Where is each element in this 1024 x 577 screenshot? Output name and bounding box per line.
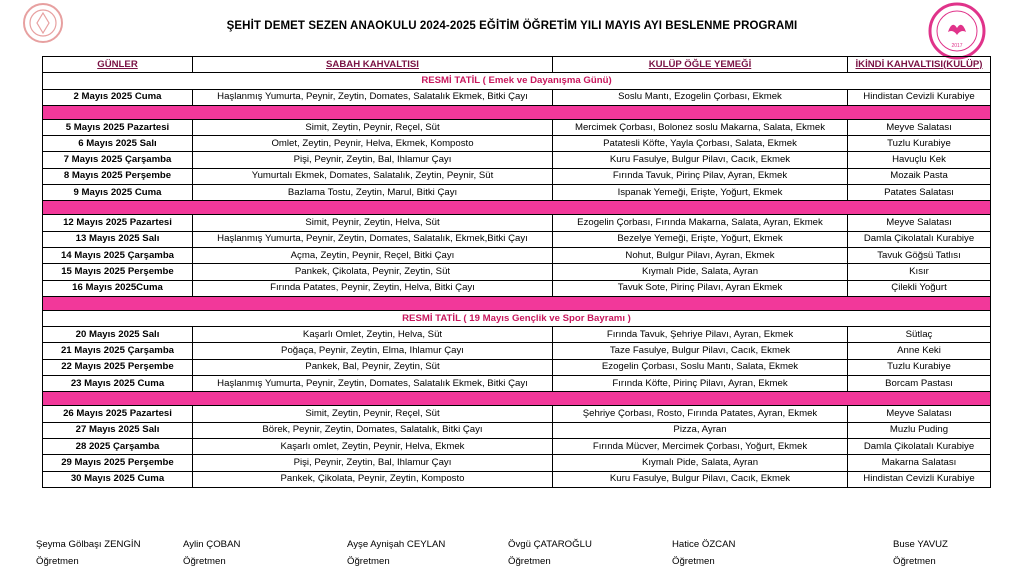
snack-cell: Çilekli Yoğurt [848,280,991,296]
signature-block [347,536,445,570]
separator-cell [43,201,991,215]
breakfast-cell: Pişi, Peynir, Zeytin, Bal, Ihlamur Çayı [193,455,553,471]
table-row [43,422,991,438]
day-cell: 13 Mayıs 2025 Salı [43,231,193,247]
week-separator [43,201,991,215]
breakfast-cell: Omlet, Zeytin, Peynir, Helva, Ekmek, Komposto [193,136,553,152]
table-row [43,359,991,375]
breakfast-cell: Poğaça, Peynir, Zeytin, Elma, Ihlamur Çayı [193,343,553,359]
day-cell: 6 Mayıs 2025 Salı [43,136,193,152]
lunch-cell: Bezelye Yemeği, Erişte, Yoğurt, Ekmek [553,231,848,247]
table-row [43,438,991,454]
table-row [43,152,991,168]
lunch-cell: Fırında Mücver, Mercimek Çorbası, Yoğurt, Ekmek [553,438,848,454]
snack-cell: Anne Keki [848,343,991,359]
table-row [43,231,991,247]
breakfast-cell: Yumurtalı Ekmek, Domates, Salatalık, Zeytin, Peynir, Süt [193,168,553,184]
day-cell: 2 Mayıs 2025 Cuma [43,89,193,105]
day-cell: 30 Mayıs 2025 Cuma [43,471,193,487]
signature-name: Buse YAVUZ [893,539,948,550]
signature-name: Ayşe Aynişah CEYLAN [347,539,446,550]
day-cell: 23 Mayıs 2025 Cuma [43,376,193,392]
breakfast-cell: Pişi, Peynir, Zeytin, Bal, Ihlamur Çayı [193,152,553,168]
breakfast-cell: Kaşarlı omlet, Zeytin, Peynir, Helva, Ekmek [193,438,553,454]
lunch-cell: Fırında Tavuk, Şehriye Pilavı, Ayran, Ekmek [553,327,848,343]
snack-cell: Havuçlu Kek [848,152,991,168]
lunch-cell: Fırında Köfte, Pirinç Pilavı, Ayran, Ekmek [553,376,848,392]
column-header: KULÜP ÖĞLE YEMEĞİ [553,57,848,73]
signature-role: Öğretmen [893,556,936,567]
week-separator [43,392,991,406]
snack-cell: Meyve Salatası [848,215,991,231]
day-cell: 22 Mayıs 2025 Perşembe [43,359,193,375]
table-row [43,89,991,105]
table-row [43,455,991,471]
day-cell: 26 Mayıs 2025 Pazartesi [43,406,193,422]
breakfast-cell: Pankek, Bal, Peynir, Zeytin, Süt [193,359,553,375]
lunch-cell: Ezogelin Çorbası, Fırında Makarna, Salata, Ayran, Ekmek [553,215,848,231]
lunch-cell: Kuru Fasulye, Bulgur Pilavı, Cacık, Ekmek [553,471,848,487]
day-cell: 5 Mayıs 2025 Pazartesi [43,119,193,135]
lunch-cell: Ispanak Yemeği, Erişte, Yoğurt, Ekmek [553,185,848,201]
day-cell: 28 2025 Çarşamba [43,438,193,454]
snack-cell: Tuzlu Kurabiye [848,136,991,152]
lunch-cell: Şehriye Çorbası, Rosto, Fırında Patates, Ayran, Ekmek [553,406,848,422]
day-cell: 29 Mayıs 2025 Perşembe [43,455,193,471]
table-row [43,136,991,152]
breakfast-cell: Haşlanmış Yumurta, Peynir, Zeytin, Domates, Salatalık Ekmek, Bitki Çayı [193,89,553,105]
table-row [43,280,991,296]
table-row [43,168,991,184]
signature-role: Öğretmen [672,556,715,567]
snack-cell: Makarna Salatası [848,455,991,471]
breakfast-cell: Fırında Patates, Peynir, Zeytin, Helva, Bitki Çayı [193,280,553,296]
breakfast-cell: Haşlanmış Yumurta, Peynir, Zeytin, Domates, Salatalık Ekmek, Bitki Çayı [193,376,553,392]
signature-name: Şeyma Gölbaşı ZENGİN [36,539,141,550]
signature-name: Aylin ÇOBAN [183,539,241,550]
week-separator [43,105,991,119]
snack-cell: Tuzlu Kurabiye [848,359,991,375]
snack-cell: Muzlu Puding [848,422,991,438]
breakfast-cell: Açma, Zeytin, Peynir, Reçel, Bitki Çayı [193,247,553,263]
table-row [43,247,991,263]
breakfast-cell: Simit, Zeytin, Peynir, Reçel, Süt [193,119,553,135]
separator-cell [43,296,991,310]
snack-cell: Hindistan Cevizli Kurabiye [848,471,991,487]
holiday-label: RESMİ TATİL ( Emek ve Dayanışma Günü) [43,73,991,89]
breakfast-cell: Bazlama Tostu, Zeytin, Marul, Bitki Çayı [193,185,553,201]
column-header: İKİNDİ KAHVALTISI(KULÜP) [848,57,991,73]
signature-block [893,536,948,570]
signature-role: Öğretmen [36,556,79,567]
lunch-cell: Kıymalı Pide, Salata, Ayran [553,264,848,280]
holiday-row [43,73,991,89]
signature-role: Öğretmen [508,556,551,567]
lunch-cell: Kıymalı Pide, Salata, Ayran [553,455,848,471]
snack-cell: Damla Çikolatalı Kurabiye [848,231,991,247]
snack-cell: Tavuk Göğsü Tatlısı [848,247,991,263]
snack-cell: Mozaik Pasta [848,168,991,184]
table-row [43,343,991,359]
lunch-cell: Kuru Fasulye, Bulgur Pilavı, Cacık, Ekmek [553,152,848,168]
day-cell: 21 Mayıs 2025 Çarşamba [43,343,193,359]
day-cell: 7 Mayıs 2025 Çarşamba [43,152,193,168]
snack-cell: Meyve Salatası [848,119,991,135]
header-row [43,57,991,73]
holiday-label: RESMİ TATİL ( 19 Mayıs Gençlik ve Spor Bayramı ) [43,310,991,326]
breakfast-cell: Simit, Zeytin, Peynir, Reçel, Süt [193,406,553,422]
day-cell: 14 Mayıs 2025 Çarşamba [43,247,193,263]
lunch-cell: Nohut, Bulgur Pilavı, Ayran, Ekmek [553,247,848,263]
breakfast-cell: Simit, Peynir, Zeytin, Helva, Süt [193,215,553,231]
column-header: GÜNLER [43,57,193,73]
signature-block [183,536,240,570]
signature-name: Övgü ÇATAROĞLU [508,539,592,550]
signature-block [672,536,735,570]
day-cell: 12 Mayıs 2025 Pazartesi [43,215,193,231]
snack-cell: Sütlaç [848,327,991,343]
snack-cell: Meyve Salatası [848,406,991,422]
lunch-cell: Tavuk Sote, Pirinç Pilavı, Ayran Ekmek [553,280,848,296]
signature-block [36,536,141,570]
day-cell: 20 Mayıs 2025 Salı [43,327,193,343]
day-cell: 9 Mayıs 2025 Cuma [43,185,193,201]
breakfast-cell: Kaşarlı Omlet, Zeytin, Helva, Süt [193,327,553,343]
table-row [43,376,991,392]
lunch-cell: Ezogelin Çorbası, Soslu Mantı, Salata, Ekmek [553,359,848,375]
table-row [43,185,991,201]
day-cell: 16 Mayıs 2025Cuma [43,280,193,296]
signature-role: Öğretmen [347,556,390,567]
breakfast-cell: Pankek, Çikolata, Peynir, Zeytin, Komposto [193,471,553,487]
lunch-cell: Soslu Mantı, Ezogelin Çorbası, Ekmek [553,89,848,105]
holiday-row [43,310,991,326]
breakfast-cell: Haşlanmış Yumurta, Peynir, Zeytin, Domates, Salatalık, Ekmek,Bitki Çayı [193,231,553,247]
page-title: ŞEHİT DEMET SEZEN ANAOKULU 2024-2025 EĞİTİM ÖĞRETİM YILI MAYIS AYI BESLENME PROGRAMI [226,20,798,32]
lunch-cell: Patatesli Köfte, Yayla Çorbası, Salata, Ekmek [553,136,848,152]
lunch-cell: Mercimek Çorbası, Bolonez soslu Makarna, Salata, Ekmek [553,119,848,135]
column-header: SABAH KAHVALTISI [193,57,553,73]
breakfast-cell: Pankek, Çikolata, Peynir, Zeytin, Süt [193,264,553,280]
lunch-cell: Fırında Tavuk, Pirinç Pilav, Ayran, Ekmek [553,168,848,184]
day-cell: 15 Mayıs 2025 Perşembe [43,264,193,280]
snack-cell: Borcam Pastası [848,376,991,392]
table-row [43,406,991,422]
snack-cell: Damla Çikolatalı Kurabiye [848,438,991,454]
logo-year: 2017 [951,43,963,49]
lunch-cell: Pizza, Ayran [553,422,848,438]
breakfast-cell: Börek, Peynir, Zeytin, Domates, Salatalık, Bitki Çayı [193,422,553,438]
table-row [43,327,991,343]
table-row [43,471,991,487]
signature-role: Öğretmen [183,556,226,567]
separator-cell [43,392,991,406]
day-cell: 8 Mayıs 2025 Perşembe [43,168,193,184]
signature-block [508,536,592,570]
snack-cell: Patates Salatası [848,185,991,201]
lunch-cell: Taze Fasulye, Bulgur Pilavı, Cacık, Ekmek [553,343,848,359]
separator-cell [43,105,991,119]
table-row [43,215,991,231]
day-cell: 27 Mayıs 2025 Salı [43,422,193,438]
week-separator [43,296,991,310]
school-logo-icon [928,2,986,60]
menu-table [42,56,991,488]
signature-name: Hatice ÖZCAN [672,539,736,550]
table-row [43,119,991,135]
snack-cell: Kısır [848,264,991,280]
table-row [43,264,991,280]
snack-cell: Hindistan Cevizli Kurabiye [848,89,991,105]
